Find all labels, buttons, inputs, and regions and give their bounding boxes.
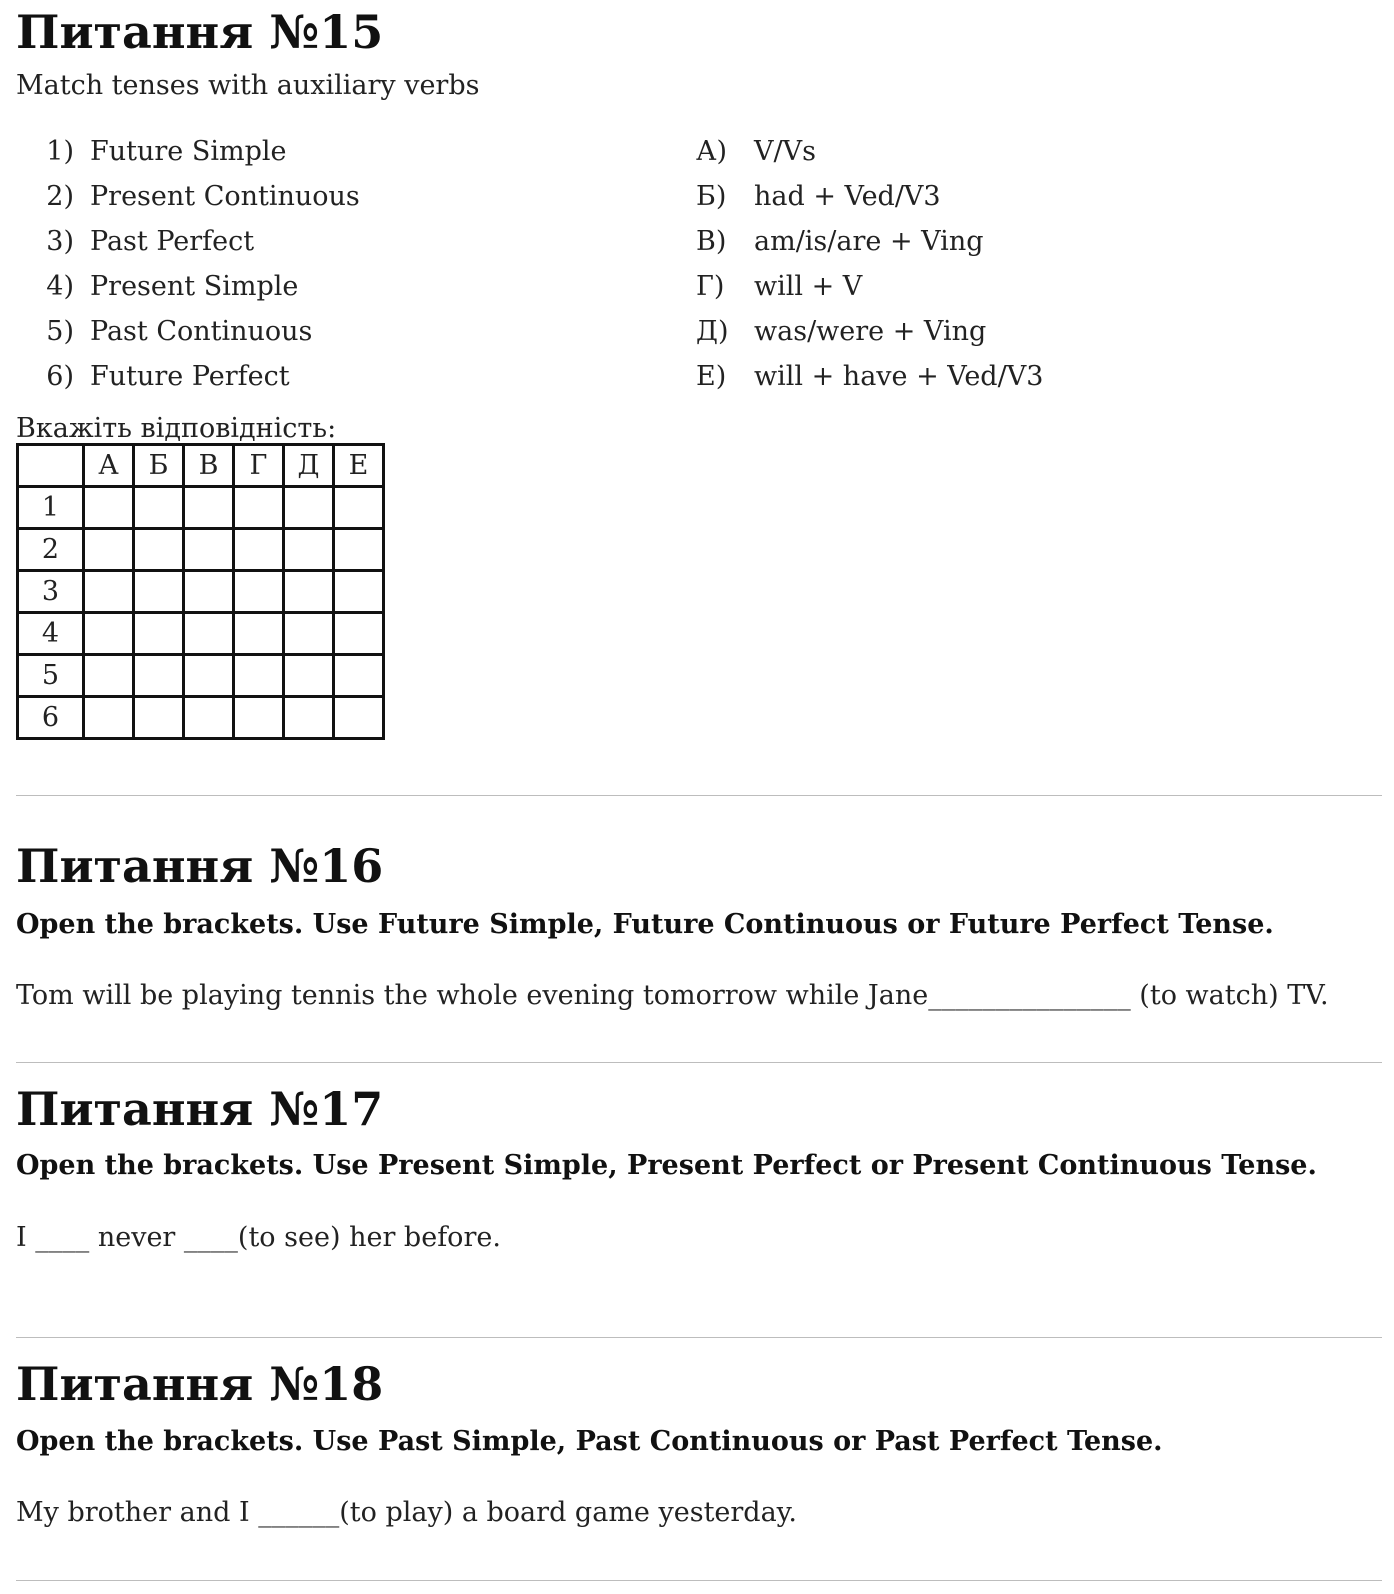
list-item: 4) Present Simple	[46, 271, 299, 302]
grid-col-header: Г	[234, 445, 284, 487]
grid-cell[interactable]	[284, 655, 334, 697]
list-item: Д) was/were + Ving	[696, 316, 987, 347]
grid-cell[interactable]	[184, 697, 234, 739]
grid-row	[18, 487, 384, 529]
grid-row-header: 2	[18, 529, 84, 571]
grid-cell[interactable]	[134, 529, 184, 571]
grid-row-header: 5	[18, 655, 84, 697]
grid-cell[interactable]	[234, 613, 284, 655]
grid-corner	[18, 445, 84, 487]
divider	[16, 795, 1382, 796]
grid-cell[interactable]	[234, 655, 284, 697]
answer-label: Вкажіть відповідність:	[16, 413, 337, 444]
tenses-list	[16, 135, 360, 405]
grid-cell[interactable]	[234, 697, 284, 739]
grid-cell[interactable]	[84, 613, 134, 655]
list-item: В) am/is/are + Ving	[696, 226, 984, 257]
list-item: 6) Future Perfect	[46, 361, 290, 392]
question-17	[16, 1081, 383, 1137]
question-16	[16, 838, 383, 894]
grid-row-header: 1	[18, 487, 84, 529]
list-item: 2) Present Continuous	[46, 181, 360, 212]
question-16-task: Tom will be playing tennis the whole evening tomorrow while Jane_______________ (to watch) TV.	[16, 980, 1329, 1011]
list-item: Г) will + V	[696, 271, 863, 302]
list-item: 5) Past Continuous	[46, 316, 313, 347]
grid-cell[interactable]	[184, 487, 234, 529]
grid-col-header: Д	[284, 445, 334, 487]
grid-col-header: Е	[334, 445, 384, 487]
divider	[16, 1062, 1382, 1063]
question-16-instruction: Open the brackets. Use Future Simple, Future Continuous or Future Perfect Tense.	[16, 909, 1274, 940]
question-15	[16, 4, 479, 104]
grid-row	[18, 655, 384, 697]
grid-cell[interactable]	[334, 487, 384, 529]
grid-row	[18, 571, 384, 613]
question-17-instruction: Open the brackets. Use Present Simple, Present Perfect or Present Continuous Tense.	[16, 1150, 1317, 1181]
auxiliary-list	[696, 135, 1043, 405]
grid-cell[interactable]	[84, 487, 134, 529]
grid-cell[interactable]	[184, 655, 234, 697]
grid-cell[interactable]	[234, 487, 284, 529]
grid-cell[interactable]	[134, 571, 184, 613]
grid-cell[interactable]	[84, 697, 134, 739]
grid-cell[interactable]	[334, 529, 384, 571]
grid-cell[interactable]	[184, 613, 234, 655]
grid-cell[interactable]	[334, 655, 384, 697]
list-item: Б) had + Ved/V3	[696, 181, 941, 212]
grid-cell[interactable]	[284, 613, 334, 655]
grid-cell[interactable]	[134, 655, 184, 697]
grid-cell[interactable]	[184, 571, 234, 613]
grid-cell[interactable]	[134, 613, 184, 655]
question-16-title: Питання №16	[16, 839, 384, 893]
grid-col-header: В	[184, 445, 234, 487]
question-18-instruction: Open the brackets. Use Past Simple, Past Continuous or Past Perfect Tense.	[16, 1426, 1163, 1457]
grid-cell[interactable]	[184, 529, 234, 571]
grid-row	[18, 613, 384, 655]
divider	[16, 1580, 1382, 1581]
grid-cell[interactable]	[284, 697, 334, 739]
grid-cell[interactable]	[134, 697, 184, 739]
grid-cell[interactable]	[234, 529, 284, 571]
grid-cell[interactable]	[84, 529, 134, 571]
grid-cell[interactable]	[84, 571, 134, 613]
divider	[16, 1337, 1382, 1338]
list-item: А) V/Vs	[696, 136, 816, 167]
grid-col-header: А	[84, 445, 134, 487]
question-15-instruction: Match tenses with auxiliary verbs	[16, 70, 480, 101]
list-item: 1) Future Simple	[46, 136, 287, 167]
grid-cell[interactable]	[334, 697, 384, 739]
list-item: Е) will + have + Ved/V3	[696, 361, 1044, 392]
question-17-title: Питання №17	[16, 1082, 384, 1136]
question-18-task: My brother and I ______(to play) a board game yesterday.	[16, 1497, 797, 1528]
grid-row	[18, 529, 384, 571]
grid-row-header: 6	[18, 697, 84, 739]
grid-row	[18, 697, 384, 739]
question-18	[16, 1356, 383, 1412]
grid-row-header: 4	[18, 613, 84, 655]
grid-cell[interactable]	[284, 487, 334, 529]
grid-cell[interactable]	[334, 613, 384, 655]
grid-row-header: 3	[18, 571, 84, 613]
list-item: 3) Past Perfect	[46, 226, 255, 257]
question-18-title: Питання №18	[16, 1357, 384, 1411]
grid-cell[interactable]	[284, 529, 334, 571]
grid-cell[interactable]	[84, 655, 134, 697]
grid-header-row	[18, 445, 384, 487]
answer-grid	[16, 443, 385, 740]
question-15-title: Питання №15	[16, 5, 384, 59]
grid-cell[interactable]	[284, 571, 334, 613]
grid-col-header: Б	[134, 445, 184, 487]
grid-cell[interactable]	[334, 571, 384, 613]
question-17-task: I ____ never ____(to see) her before.	[16, 1222, 501, 1253]
grid-cell[interactable]	[134, 487, 184, 529]
grid-cell[interactable]	[234, 571, 284, 613]
